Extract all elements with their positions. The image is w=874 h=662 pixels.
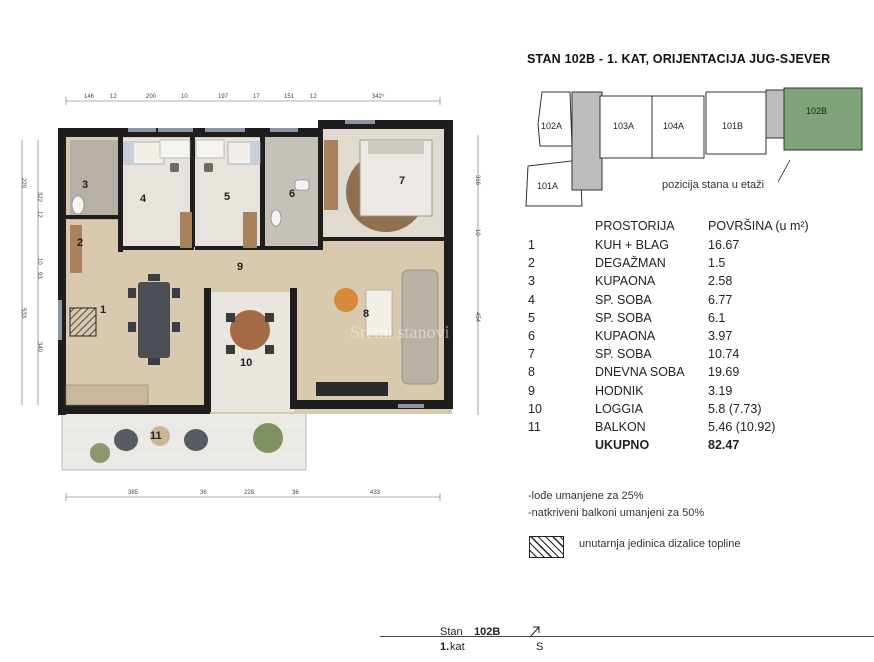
watermark: Sretni stanovi bbox=[350, 322, 450, 342]
unit-core bbox=[572, 92, 602, 190]
room-name: BALKON bbox=[595, 419, 646, 434]
dim-bottom-5: 433 bbox=[370, 490, 381, 496]
key-unit-label: 102B bbox=[806, 106, 828, 116]
dim-left-7: 340 bbox=[36, 342, 42, 353]
room-area: 6.1 bbox=[708, 310, 726, 325]
room-area: 5.8 (7.73) bbox=[708, 401, 762, 416]
room-area: 3.97 bbox=[708, 329, 733, 344]
compass-arrow-icon bbox=[528, 624, 542, 638]
dim-bottom-4: 36 bbox=[292, 490, 299, 496]
room-name: HODNIK bbox=[595, 383, 644, 398]
room-name: SP. SOBA bbox=[595, 347, 652, 362]
page-title: STAN 102B - 1. KAT, ORIJENTACIJA JUG-SJEVER bbox=[527, 52, 831, 66]
room-number: 5 bbox=[528, 310, 535, 325]
unit-core-2 bbox=[766, 90, 784, 138]
floor-plan bbox=[0, 0, 515, 520]
room-area-table bbox=[528, 216, 848, 454]
dim-top-7: 151 bbox=[284, 94, 295, 100]
room-name: DNEVNA SOBA bbox=[595, 365, 685, 380]
room-name: SP. SOBA bbox=[595, 292, 652, 307]
key-plan bbox=[520, 84, 870, 214]
dim-bottom-3: 228 bbox=[244, 490, 255, 496]
room-name: SP. SOBA bbox=[595, 310, 652, 325]
footer-stan-value: 102B bbox=[474, 626, 501, 638]
heat-pump-unit bbox=[70, 308, 96, 336]
room-area: 3.19 bbox=[708, 383, 733, 398]
room-number: 3 bbox=[528, 274, 535, 289]
dim-left-6: 533 bbox=[20, 308, 26, 319]
table-row bbox=[528, 272, 848, 290]
dim-top-3: 200 bbox=[146, 94, 157, 100]
table-row bbox=[528, 309, 848, 327]
room-number: 11 bbox=[528, 419, 541, 434]
loggia-table bbox=[230, 310, 270, 350]
dining-table bbox=[138, 282, 170, 358]
room-number: 2 bbox=[528, 256, 535, 271]
dim-top-2: 12 bbox=[110, 94, 117, 100]
key-unit-label: 104A bbox=[663, 121, 685, 131]
dim-top-5: 197 bbox=[218, 94, 229, 100]
table-row bbox=[528, 382, 848, 400]
dim-left-4: 10 bbox=[36, 258, 42, 265]
total-label: UKUPNO bbox=[595, 438, 650, 453]
room-label-3: 3 bbox=[82, 179, 89, 191]
room-area: 1.5 bbox=[708, 256, 726, 271]
header-room: PROSTORIJA bbox=[595, 219, 675, 233]
unit-102b-highlight bbox=[784, 88, 862, 150]
room-label-5: 5 bbox=[224, 191, 231, 203]
room-name: KUPAONA bbox=[595, 329, 656, 344]
dim-top-6: 17 bbox=[253, 94, 260, 100]
key-unit-label: 103A bbox=[613, 121, 635, 131]
dim-top-9: 342⁵ bbox=[372, 94, 385, 100]
table-row bbox=[528, 400, 848, 418]
dim-bottom-1: 385 bbox=[128, 490, 139, 496]
room-label-8: 8 bbox=[363, 308, 370, 320]
dim-right-1: 316 bbox=[474, 175, 480, 186]
room-number: 9 bbox=[528, 383, 535, 398]
room-name: LOGGIA bbox=[595, 401, 643, 416]
room-label-9: 9 bbox=[237, 261, 244, 273]
dim-top-4: 10 bbox=[181, 94, 188, 100]
room-label-10: 10 bbox=[240, 357, 253, 369]
dim-bottom-2: 36 bbox=[200, 490, 207, 496]
key-pointer bbox=[778, 160, 790, 182]
header-area: POVRŠINA (u m²) bbox=[708, 219, 809, 233]
room-number: 6 bbox=[528, 329, 535, 344]
room-number: 4 bbox=[528, 292, 535, 307]
loggia-floor bbox=[208, 292, 294, 412]
table-row bbox=[528, 418, 848, 436]
table-header bbox=[528, 216, 848, 236]
room-label-1: 1 bbox=[100, 304, 107, 316]
room-name: DEGAŽMAN bbox=[595, 256, 666, 271]
note-loggia: -lođe umanjene za 25% bbox=[528, 490, 644, 502]
dim-left-3: 12 bbox=[36, 211, 42, 218]
footer-floor-label: kat bbox=[450, 641, 465, 653]
room-area: 10.74 bbox=[708, 347, 740, 362]
compass-label: S bbox=[536, 641, 544, 653]
tv-unit bbox=[316, 382, 388, 396]
room-number: 10 bbox=[528, 401, 542, 416]
total-value: 82.47 bbox=[708, 438, 740, 453]
room-label-7: 7 bbox=[399, 175, 406, 187]
table-row bbox=[528, 327, 848, 345]
room-area: 5.46 (10.92) bbox=[708, 419, 776, 434]
legend-text: unutarnja jedinica dizalice topline bbox=[579, 538, 741, 550]
room-area: 16.67 bbox=[708, 238, 740, 253]
dim-left-1: 220 bbox=[20, 178, 26, 189]
legend-hatch-swatch bbox=[529, 536, 564, 558]
bed-pillows bbox=[368, 140, 424, 154]
note-balcony: -natkriveni balkoni umanjeni za 50% bbox=[528, 507, 705, 519]
kitchen-counter bbox=[66, 385, 148, 405]
dim-left-5: 93 bbox=[36, 272, 42, 279]
room-label-2: 2 bbox=[77, 237, 84, 249]
room-number: 8 bbox=[528, 365, 535, 380]
room-name: KUH + BLAG bbox=[595, 238, 669, 253]
dim-right-3: 454 bbox=[474, 312, 480, 323]
table-row bbox=[528, 363, 848, 381]
total-row bbox=[528, 436, 848, 454]
room-label-6: 6 bbox=[289, 188, 296, 200]
table-row bbox=[528, 236, 848, 254]
room-name: KUPAONA bbox=[595, 274, 656, 289]
key-unit-label: 102A bbox=[541, 121, 563, 131]
key-plan-caption: pozicija stana u etaži bbox=[662, 179, 765, 191]
room-area: 6.77 bbox=[708, 292, 733, 307]
room-area: 2.58 bbox=[708, 274, 733, 289]
room-number: 7 bbox=[528, 347, 535, 362]
armchair bbox=[334, 288, 358, 312]
room-label-4: 4 bbox=[140, 193, 147, 205]
dim-right-2: 10 bbox=[474, 229, 480, 236]
key-unit-label: 101A bbox=[537, 181, 559, 191]
room-label-11: 11 bbox=[150, 430, 162, 442]
footer-floor-value: 1. bbox=[440, 641, 450, 653]
unit-102a bbox=[538, 92, 572, 146]
dim-top-1: 146 bbox=[84, 94, 95, 100]
footer-stan-label: Stan bbox=[440, 626, 463, 638]
room-area: 19.69 bbox=[708, 365, 740, 380]
table-row bbox=[528, 291, 848, 309]
table-row bbox=[528, 254, 848, 272]
table-row bbox=[528, 345, 848, 363]
dim-left-2: 322 bbox=[36, 192, 42, 203]
dim-top-8: 12 bbox=[310, 94, 317, 100]
key-unit-label: 101B bbox=[722, 121, 744, 131]
room-number: 1 bbox=[528, 238, 535, 253]
